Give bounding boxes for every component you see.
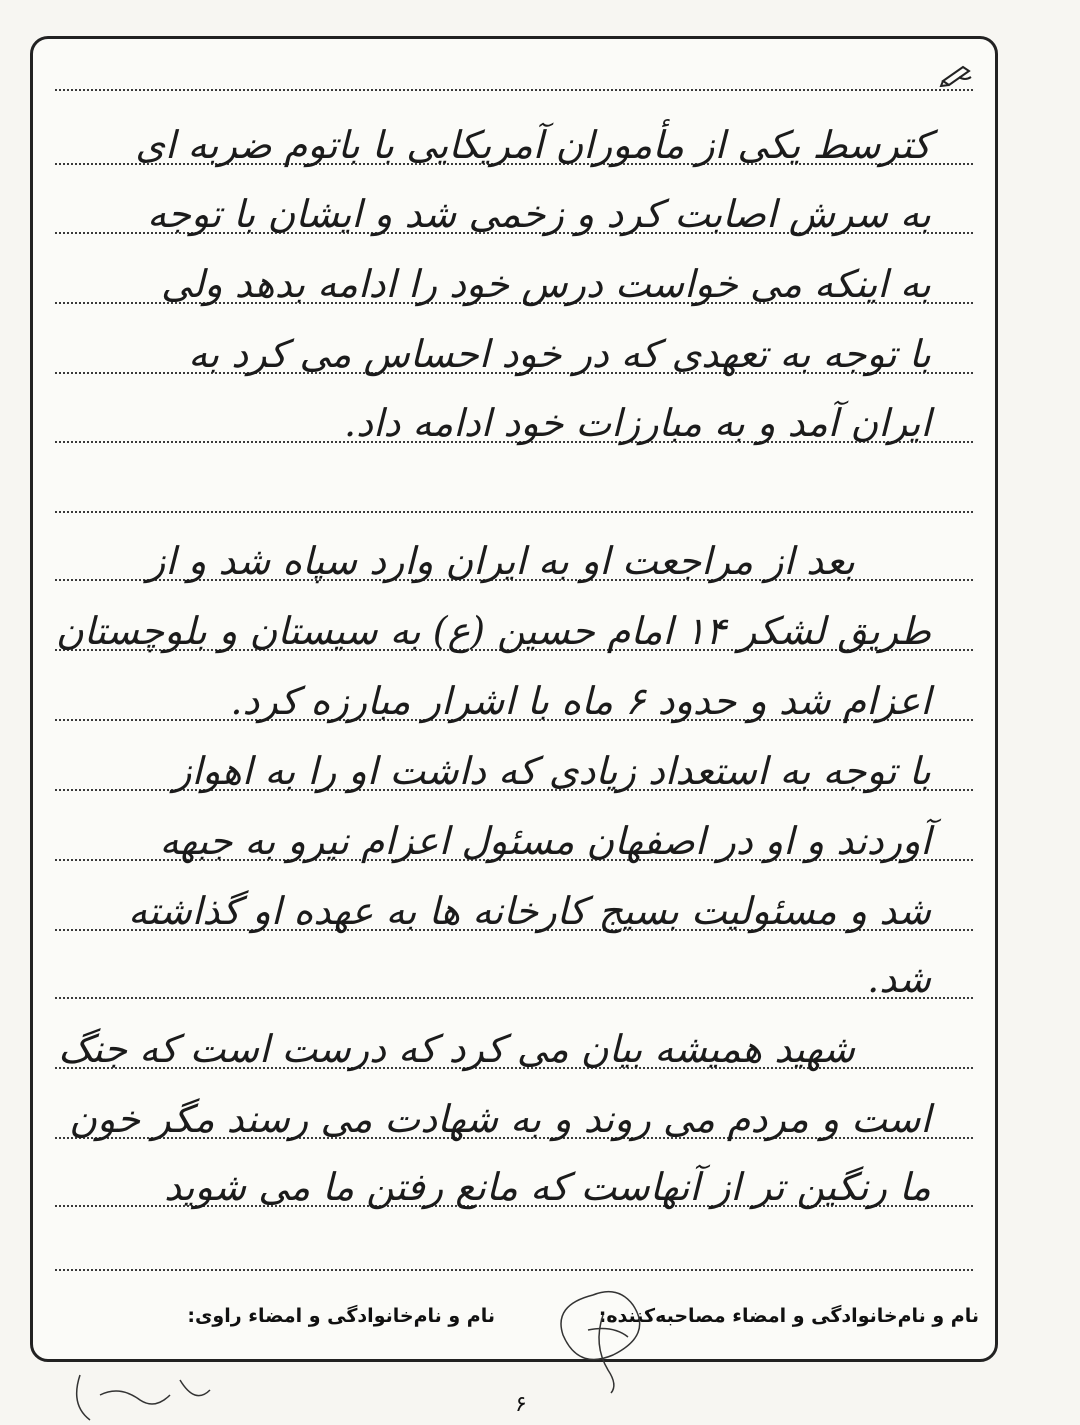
interviewer-signature-label: نام و نام‌خانوادگی و امضاء مصاحبه‌کننده: [598, 1305, 979, 1327]
pen-icon [939, 63, 973, 87]
ruled-line [55, 1269, 973, 1271]
handwritten-line: با توجه به استعداد زیادی که داشت او را به اهواز [173, 749, 931, 793]
handwritten-line: به سرش اصابت کرد و زخمی شد و ایشان با توجه [147, 192, 931, 236]
ruled-line [55, 997, 973, 999]
handwritten-line: شد و مسئولیت بسیج کارخانه ها به عهده او گذاشته [128, 889, 931, 933]
handwritten-line: بعد از مراجعت او به ایران وارد سپاه شد و از [146, 539, 855, 583]
handwritten-line: کترسط یکی از مأموران آمریکایی با باتوم ضربه ای [135, 123, 931, 167]
ruled-line [55, 89, 973, 91]
page-number: ۶ [515, 1392, 527, 1417]
handwritten-line: ما رنگین تر از آنهاست که مانع رفتن ما می شوید [164, 1165, 931, 1209]
handwritten-line: آوردند و او در اصفهان مسئول اعزام نیرو به جبهه [159, 819, 931, 863]
handwritten-line: ایران آمد و به مبارزات خود ادامه داد. [344, 401, 931, 445]
ruled-line [55, 511, 973, 513]
interview-sheet [30, 36, 998, 1362]
handwritten-line: شد. [867, 957, 931, 1001]
handwritten-line: اعزام شد و حدود ۶ ماه با اشرار مبارزه کرد. [230, 679, 931, 723]
handwritten-line: است و مردم می روند و به شهادت می رسند مگر خون [69, 1097, 931, 1141]
handwritten-line: به اینکه می خواست درس خود را ادامه بدهد ولی [161, 262, 931, 306]
narrator-signature-label: نام و نام‌خانوادگی و امضاء راوی: [187, 1305, 495, 1327]
signature-footer [33, 1297, 995, 1337]
handwritten-line: شهید همیشه بیان می کرد که درست است که جنگ [58, 1027, 855, 1071]
handwritten-line: با توجه به تعهدی که در خود احساس می کرد به [188, 332, 931, 376]
narrator-signature [60, 1365, 240, 1425]
handwritten-line: طریق لشکر ۱۴ امام حسین (ع) به سیستان و بلوچستان [55, 609, 931, 653]
interviewer-signature [533, 1275, 683, 1395]
